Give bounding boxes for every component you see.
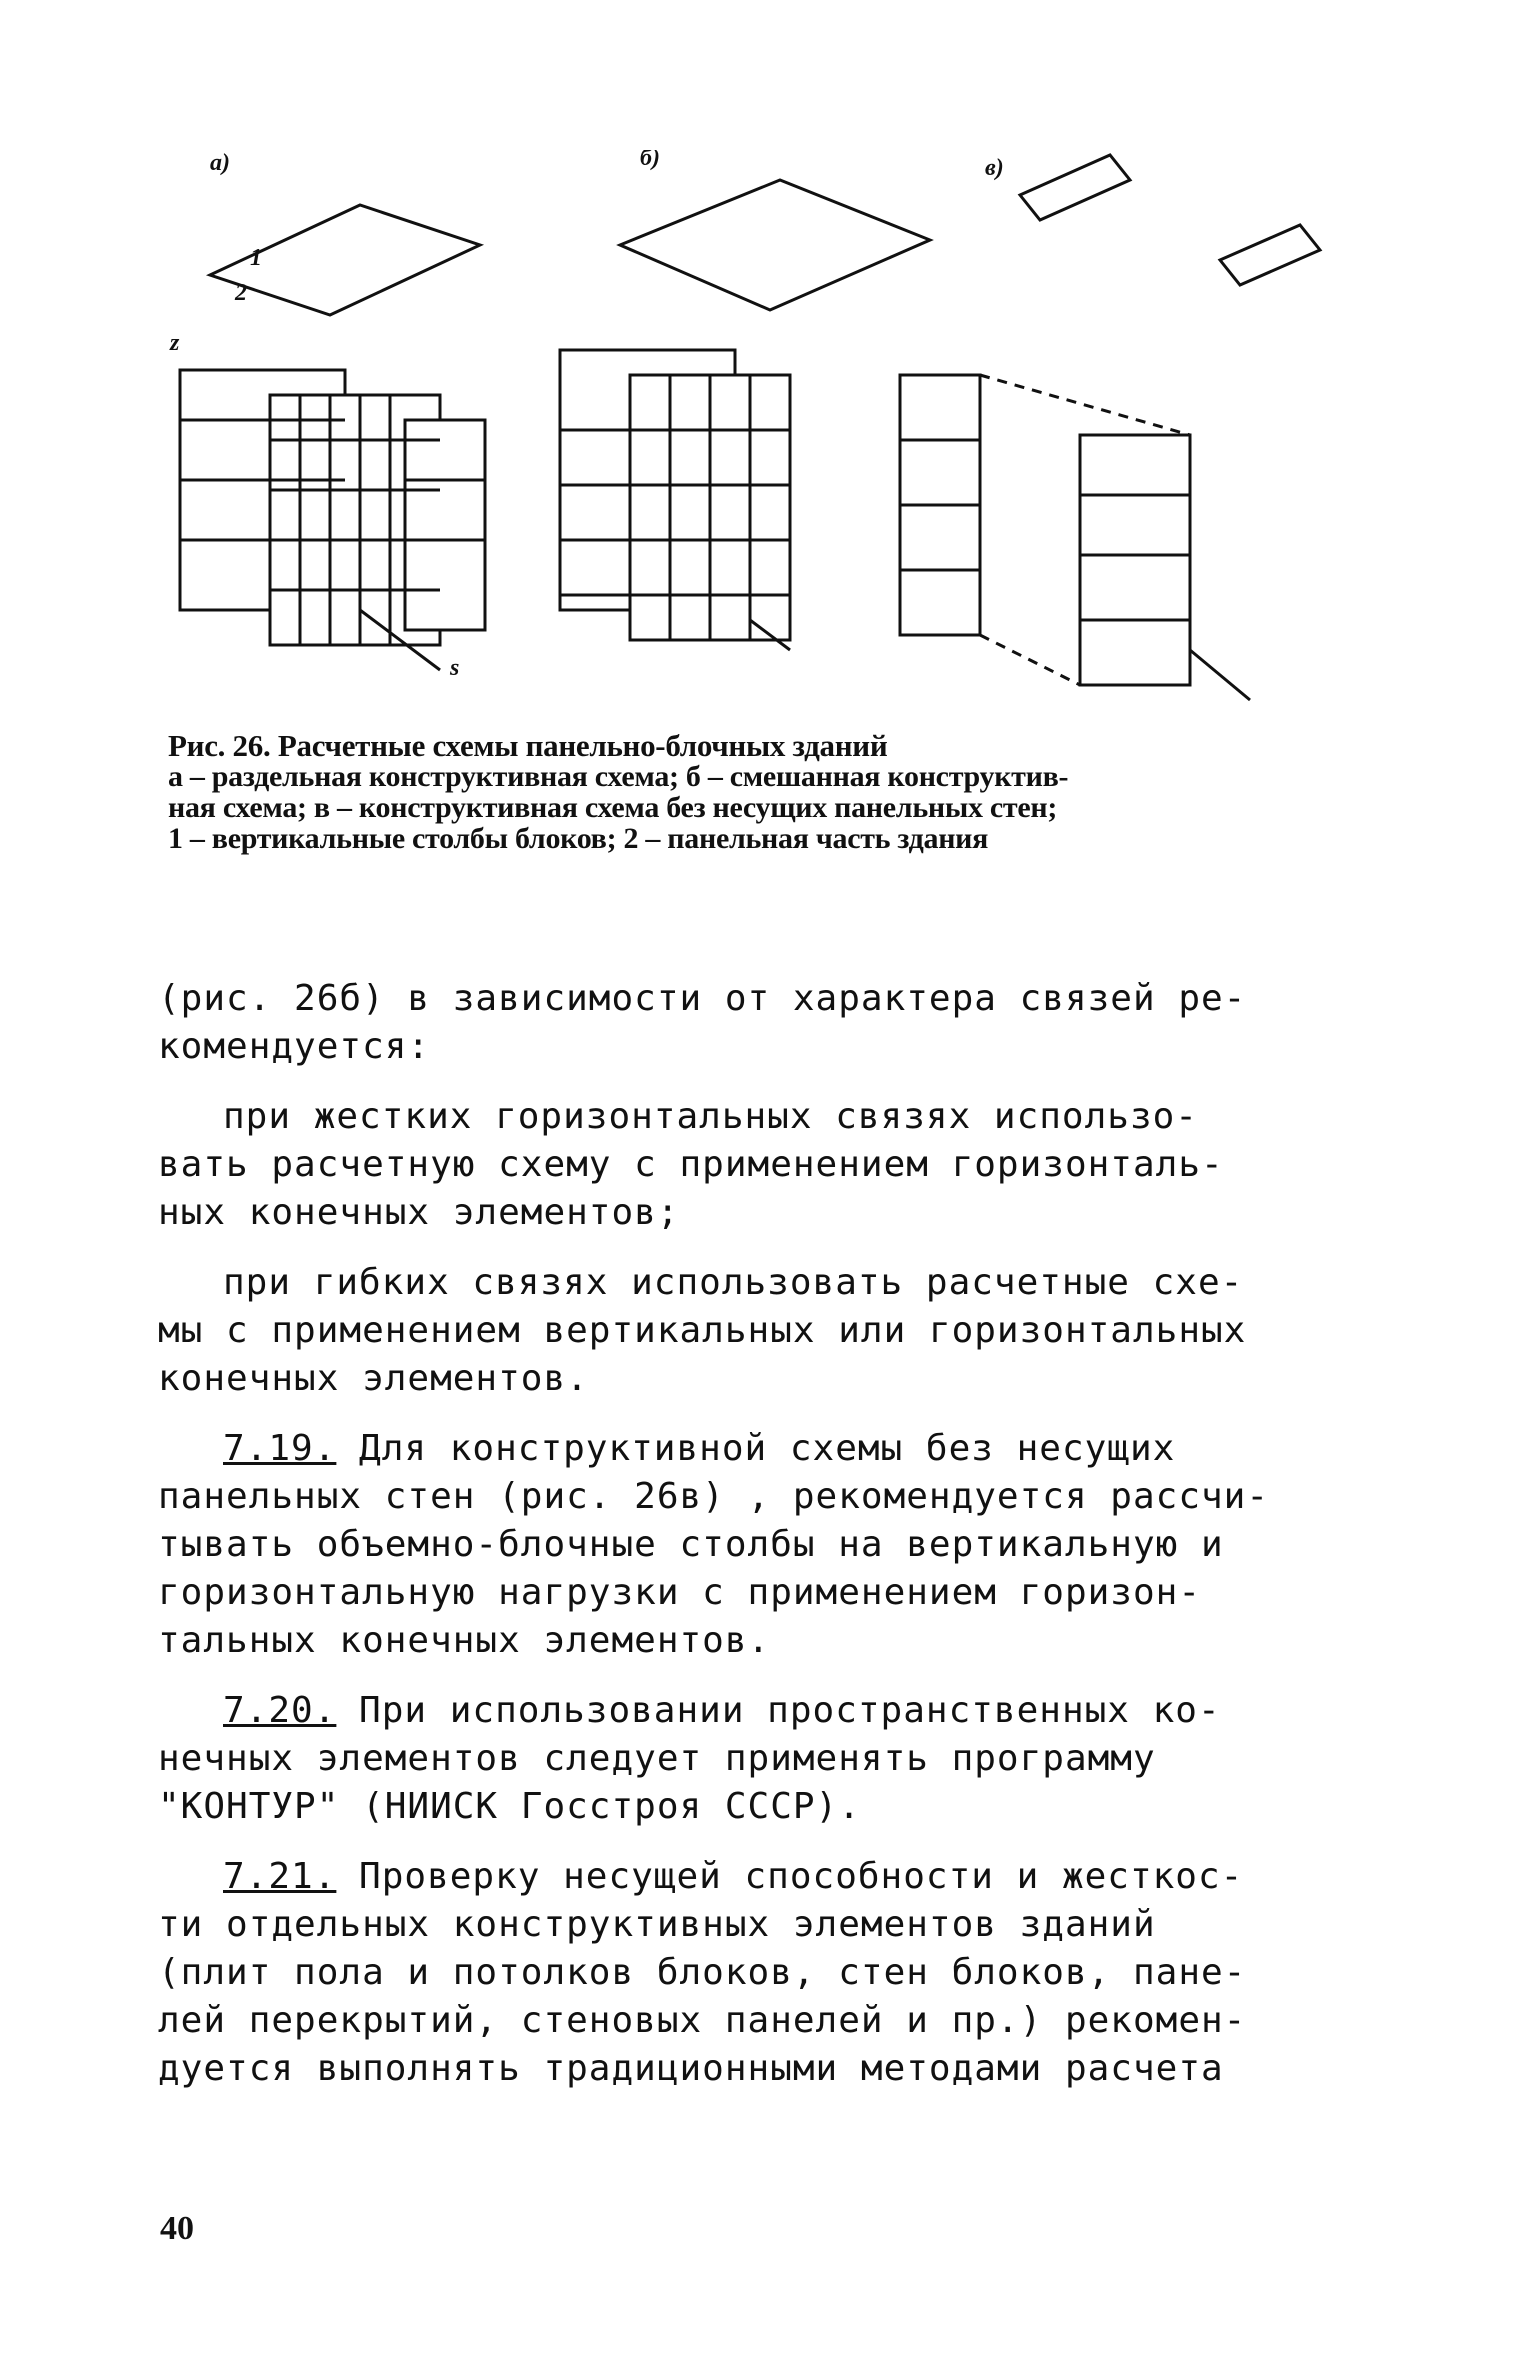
caption-line: а – раздельная конструктивная схема; б – смешанная конструктив- [168,760,1069,793]
section-number: 7.21. [223,1856,337,1897]
caption-line: ная схема; в – конструктивная схема без несущих панельных стен; [168,791,1058,824]
scheme-c [900,155,1320,700]
text-line: лей перекрытий, стеновых панелей и пр.) рекомен- [158,2000,1247,2041]
section-number: 7.20. [223,1690,337,1731]
caption-line: 1 – вертикальные столбы блоков; 2 – панельная часть здания [168,822,989,855]
text-line: комендуется: [158,1026,431,1067]
text-line: при жестких горизонтальных связях использо- [223,1096,1198,1137]
text-line: вать расчетную схему с применением горизонталь- [158,1144,1224,1185]
figure-caption [168,730,1368,854]
text-line: Для конструктивной схемы без несущих [336,1428,1176,1469]
panel-label-a: а) [210,150,230,176]
text-line: конечных элементов. [158,1358,589,1399]
paragraph-7-21 [158,1853,1368,2093]
text-line: ти отдельных конструктивных элементов зданий [158,1904,1156,1945]
page-number: 40 [160,2210,194,2247]
paragraph [158,1259,1368,1403]
text-line: (плит пола и потолков блоков, стен блоков, пане- [158,1952,1247,1993]
building-schemes-drawing [150,150,1380,710]
text-line: дуется выполнять традиционными методами расчета [158,2048,1224,2089]
text-line: Проверку несущей способности и жесткос- [336,1856,1244,1897]
text-line: нечных элементов следует применять программу [158,1738,1156,1779]
paragraph-7-20 [158,1687,1368,1831]
text-line: При использовании пространственных ко- [336,1690,1221,1731]
text-line: (рис. 26б) в зависимости от характера связей ре- [158,978,1247,1019]
axis-label-s: s [450,655,460,681]
text-line: ных конечных элементов; [158,1192,680,1233]
paragraph [158,1093,1368,1237]
axis-label-z: z [170,330,180,356]
text-line: панельных стен (рис. 26в) , рекомендуется рассчи- [158,1476,1270,1517]
text-line: при гибких связях использовать расчетные схе- [223,1262,1244,1303]
body-text [158,975,1368,2115]
text-line: "КОНТУР" (НИИСК Госстроя СССР). [158,1786,861,1827]
scheme-a [180,205,485,670]
paragraph [158,975,1368,1071]
scheme-b [560,180,930,650]
callout-1: 1 [250,245,262,271]
panel-label-c: в) [985,155,1004,181]
paragraph-7-19 [158,1425,1368,1665]
figure-26 [150,150,1380,710]
callout-2: 2 [235,280,247,306]
text-line: горизонтальную нагрузки с применением горизон- [158,1572,1201,1613]
panel-label-b: б) [640,150,660,171]
caption-title: Рис. 26. Расчетные схемы панельно-блочных зданий [168,728,888,763]
text-line: мы с применением вертикальных или горизонтальных [158,1310,1247,1351]
section-number: 7.19. [223,1428,337,1469]
text-line: тывать объемно-блочные столбы на вертикальную и [158,1524,1224,1565]
text-line: тальных конечных элементов. [158,1620,771,1661]
